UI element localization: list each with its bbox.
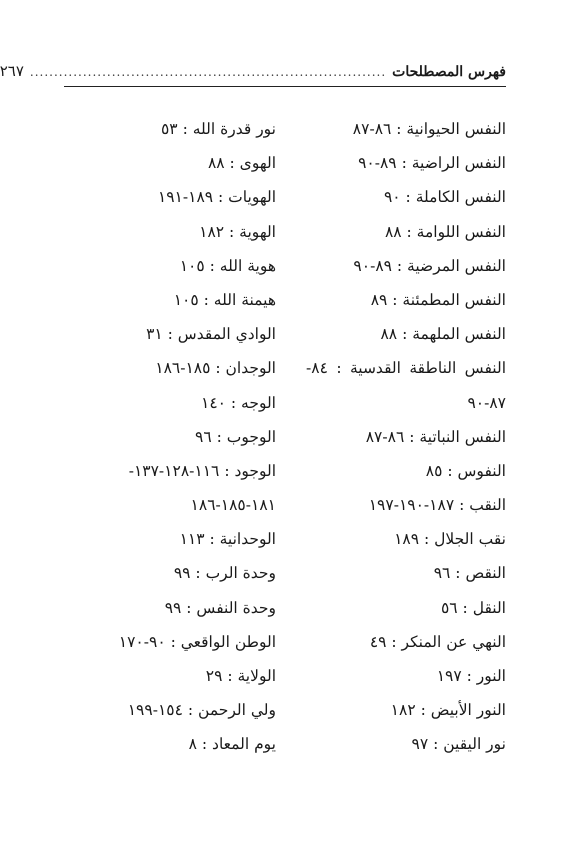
index-entry: النقب : ١٨٧-١٩٠-١٩٧ <box>368 496 506 515</box>
index-entry: نقب الجلال : ١٨٩ <box>394 530 506 549</box>
index-entry: النفس المرضية : ٨٩-٩٠ <box>353 256 506 275</box>
index-entry: النفس المطمئنة : ٨٩ <box>370 290 506 309</box>
index-entry: النفوس : ٨٥ <box>425 461 506 480</box>
index-entry: الوادي المقدس : ٣١ <box>146 325 276 344</box>
index-entry: هيمنة الله : ١٠٥ <box>173 290 276 309</box>
index-entry: الهوى : ٨٨ <box>207 154 276 173</box>
index-entry-continuation: ٨٧-٩٠ <box>467 393 506 412</box>
index-entry: الوجوب : ٩٦ <box>195 427 276 446</box>
index-entry: الوجدان : ١٨٥-١٨٦ <box>155 359 276 378</box>
index-entry: نور قدرة الله : ٥٣ <box>160 120 276 138</box>
header-leader-dots: .......................................................................... <box>29 65 387 79</box>
index-entry: الوحدانية : ١١٣ <box>179 530 276 549</box>
index-entry: وحدة النفس : ٩٩ <box>164 598 276 617</box>
index-entry: النقل : ٥٦ <box>440 598 506 617</box>
index-column-right <box>306 112 506 762</box>
index-entry: ولي الرحمن : ١٥٤-١٩٩ <box>127 701 276 720</box>
index-entry: الوجود : ١١٦-١٢٨-١٣٧- <box>128 461 276 480</box>
index-entry: النفس الكاملة : ٩٠ <box>383 188 506 207</box>
index-entry: النفس الملهمة : ٨٨ <box>380 325 506 344</box>
index-entry: الهويات : ١٨٩-١٩١ <box>157 188 276 207</box>
index-entry: النور الأبيض : ١٨٢ <box>390 701 506 720</box>
index-entry: النهي عن المنكر : ٤٩ <box>369 632 506 651</box>
header-rule <box>64 86 506 87</box>
index-entry: النفس النباتية : ٨٦-٨٧ <box>365 427 506 446</box>
index-entry: النور : ١٩٧ <box>436 667 506 685</box>
index-entry: الوطن الواقعي : ٩٠-١٧٠ <box>118 632 276 651</box>
running-header <box>0 62 506 84</box>
index-entry: النفس اللوامة : ٨٨ <box>384 222 506 241</box>
index-entry: النفس الحيوانية : ٨٦-٨٧ <box>352 120 506 138</box>
index-entry: نور اليقين : ٩٧ <box>411 735 506 754</box>
index-entry: النقص : ٩٦ <box>433 564 506 583</box>
index-entry: الهوية : ١٨٢ <box>199 222 276 241</box>
index-entry: النفس الراضية : ٨٩-٩٠ <box>358 154 506 173</box>
index-page <box>2 0 581 842</box>
header-title: فهرس المصطلحات <box>392 64 506 80</box>
index-entry: الولاية : ٢٩ <box>205 667 276 685</box>
index-entry: هوية الله : ١٠٥ <box>179 256 276 275</box>
page-number: ٢٦٧ <box>0 62 24 80</box>
index-entry: النفس الناطقة القدسية : ٨٤- <box>306 359 506 378</box>
index-entry: وحدة الرب : ٩٩ <box>173 564 276 583</box>
index-entry: يوم المعاد : ٨ <box>188 735 276 754</box>
index-column-left <box>36 112 276 762</box>
index-entry-continuation: ١٨١-١٨٥-١٨٦ <box>190 496 276 515</box>
index-entry: الوجه : ١٤٠ <box>201 393 276 412</box>
